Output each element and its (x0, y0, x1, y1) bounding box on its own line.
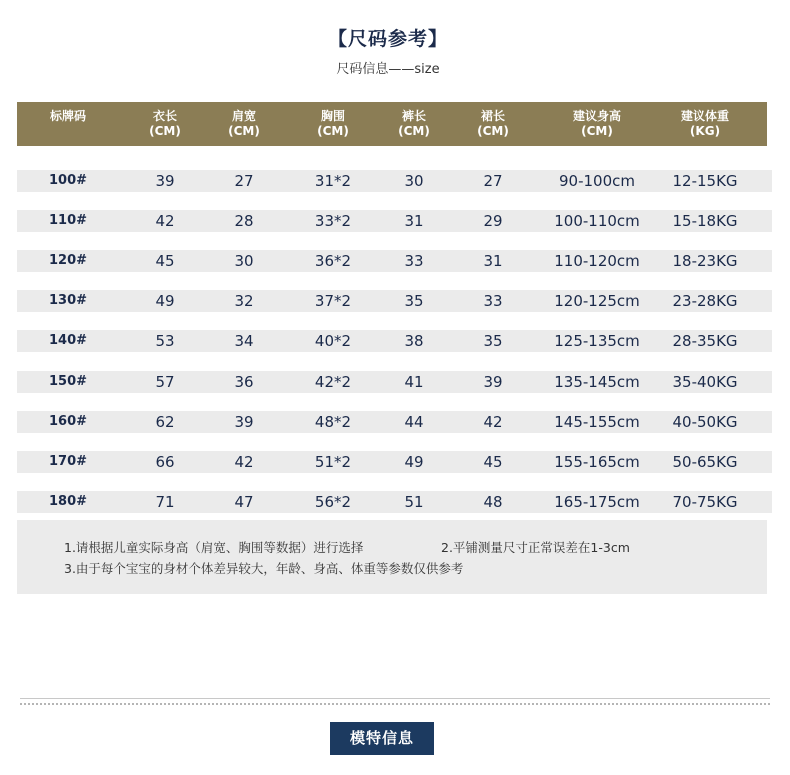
header-chest (317, 109, 349, 139)
cell-weight: 35-40KG (672, 373, 738, 391)
model-info-button[interactable]: 模特信息 (330, 722, 434, 755)
cell-weight: 50-65KG (672, 453, 738, 471)
table-row (17, 250, 772, 272)
cell-shoulder: 30 (234, 252, 254, 270)
table-row (17, 210, 772, 232)
table-row (17, 451, 772, 473)
cell-size-label: 100# (48, 173, 88, 188)
header-shoulder-title: 肩宽 (231, 109, 256, 123)
table-row (17, 330, 772, 352)
section-divider (20, 698, 770, 699)
cell-height: 90-100cm (559, 172, 635, 190)
header-height-title: 建议身高 (572, 109, 622, 123)
cell-skirt-length: 27 (483, 172, 503, 190)
header-length-unit: (CM) (149, 124, 181, 138)
header-length-title: 衣长 (152, 109, 177, 123)
header-skirt-length (477, 109, 509, 139)
header-shoulder (228, 109, 260, 139)
cell-skirt-length: 33 (483, 292, 503, 310)
cell-chest: 48*2 (314, 413, 352, 431)
cell-length: 62 (155, 413, 175, 431)
header-size-label-title: 标牌码 (49, 109, 87, 123)
cell-length: 57 (155, 373, 175, 391)
header-weight-title: 建议体重 (680, 109, 730, 123)
header-pants-length-unit: (CM) (398, 124, 430, 138)
header-weight (681, 109, 729, 139)
cell-pants-length: 31 (404, 212, 424, 230)
table-row (17, 371, 772, 393)
cell-skirt-length: 35 (483, 332, 503, 350)
header-height-unit: (CM) (581, 124, 613, 138)
header-pants-length-title: 裤长 (401, 109, 426, 123)
cell-size-label: 140# (48, 333, 88, 348)
cell-height: 120-125cm (554, 292, 640, 310)
cell-length: 53 (155, 332, 175, 350)
cell-pants-length: 44 (404, 413, 424, 431)
header-skirt-length-unit: (CM) (477, 124, 509, 138)
cell-skirt-length: 48 (483, 493, 503, 511)
header-length (149, 109, 181, 139)
cell-chest: 36*2 (314, 252, 352, 270)
cell-size-label: 150# (48, 374, 88, 389)
dotted-divider (20, 703, 770, 705)
cell-pants-length: 35 (404, 292, 424, 310)
cell-chest: 51*2 (314, 453, 352, 471)
cell-chest: 40*2 (314, 332, 352, 350)
cell-size-label: 180# (48, 494, 88, 509)
cell-shoulder: 32 (234, 292, 254, 310)
cell-size-label: 170# (48, 454, 88, 469)
cell-weight: 28-35KG (672, 332, 738, 350)
cell-shoulder: 36 (234, 373, 254, 391)
cell-pants-length: 51 (404, 493, 424, 511)
header-pants-length (398, 109, 430, 139)
cell-weight: 15-18KG (672, 212, 738, 230)
header-chest-unit: (CM) (317, 124, 349, 138)
size-table-header (17, 102, 767, 146)
cell-shoulder: 47 (234, 493, 254, 511)
cell-pants-length: 30 (404, 172, 424, 190)
cell-shoulder: 28 (234, 212, 254, 230)
cell-weight: 70-75KG (672, 493, 738, 511)
cell-pants-length: 41 (404, 373, 424, 391)
table-row (17, 491, 772, 513)
cell-size-label: 130# (48, 293, 88, 308)
cell-weight: 40-50KG (672, 413, 738, 431)
cell-weight: 12-15KG (672, 172, 738, 190)
cell-shoulder: 42 (234, 453, 254, 471)
cell-size-label: 110# (48, 213, 88, 228)
cell-length: 66 (155, 453, 175, 471)
header-weight-unit: (KG) (689, 124, 721, 138)
cell-length: 49 (155, 292, 175, 310)
cell-skirt-length: 42 (483, 413, 503, 431)
header-chest-title: 胸围 (320, 109, 345, 123)
cell-weight: 23-28KG (672, 292, 738, 310)
cell-length: 39 (155, 172, 175, 190)
cell-chest: 56*2 (314, 493, 352, 511)
cell-shoulder: 39 (234, 413, 254, 431)
cell-height: 145-155cm (554, 413, 640, 431)
cell-size-label: 120# (48, 253, 88, 268)
cell-chest: 31*2 (314, 172, 352, 190)
cell-skirt-length: 45 (483, 453, 503, 471)
table-row (17, 411, 772, 433)
note-3: 3.由于每个宝宝的身材个体差异较大，年龄、身高、体重等参数仅供参考 (64, 561, 464, 576)
cell-chest: 33*2 (314, 212, 352, 230)
cell-skirt-length: 39 (483, 373, 503, 391)
cell-pants-length: 49 (404, 453, 424, 471)
size-notes (17, 520, 767, 594)
header-size-label (50, 109, 86, 124)
header-skirt-length-title: 裙长 (480, 109, 505, 123)
cell-height: 155-165cm (554, 453, 640, 471)
cell-height: 135-145cm (554, 373, 640, 391)
cell-height: 125-135cm (554, 332, 640, 350)
cell-chest: 37*2 (314, 292, 352, 310)
cell-chest: 42*2 (314, 373, 352, 391)
cell-weight: 18-23KG (672, 252, 738, 270)
page-title: 【尺码参考】 (327, 28, 448, 50)
header-shoulder-unit: (CM) (228, 124, 260, 138)
note-2: 2.平铺测量尺寸正常误差在1-3cm (441, 540, 630, 555)
cell-pants-length: 33 (404, 252, 424, 270)
cell-height: 100-110cm (554, 212, 640, 230)
page-subtitle: 尺码信息——size (336, 62, 440, 77)
cell-height: 165-175cm (554, 493, 640, 511)
cell-length: 42 (155, 212, 175, 230)
table-row (17, 170, 772, 192)
cell-skirt-length: 29 (483, 212, 503, 230)
cell-size-label: 160# (48, 414, 88, 429)
cell-shoulder: 27 (234, 172, 254, 190)
note-1: 1.请根据儿童实际身高（肩宽、胸围等数据）进行选择 (64, 540, 364, 555)
cell-height: 110-120cm (554, 252, 640, 270)
cell-length: 71 (155, 493, 175, 511)
cell-pants-length: 38 (404, 332, 424, 350)
header-height (573, 109, 621, 139)
table-row (17, 290, 772, 312)
cell-skirt-length: 31 (483, 252, 503, 270)
cell-shoulder: 34 (234, 332, 254, 350)
cell-length: 45 (155, 252, 175, 270)
